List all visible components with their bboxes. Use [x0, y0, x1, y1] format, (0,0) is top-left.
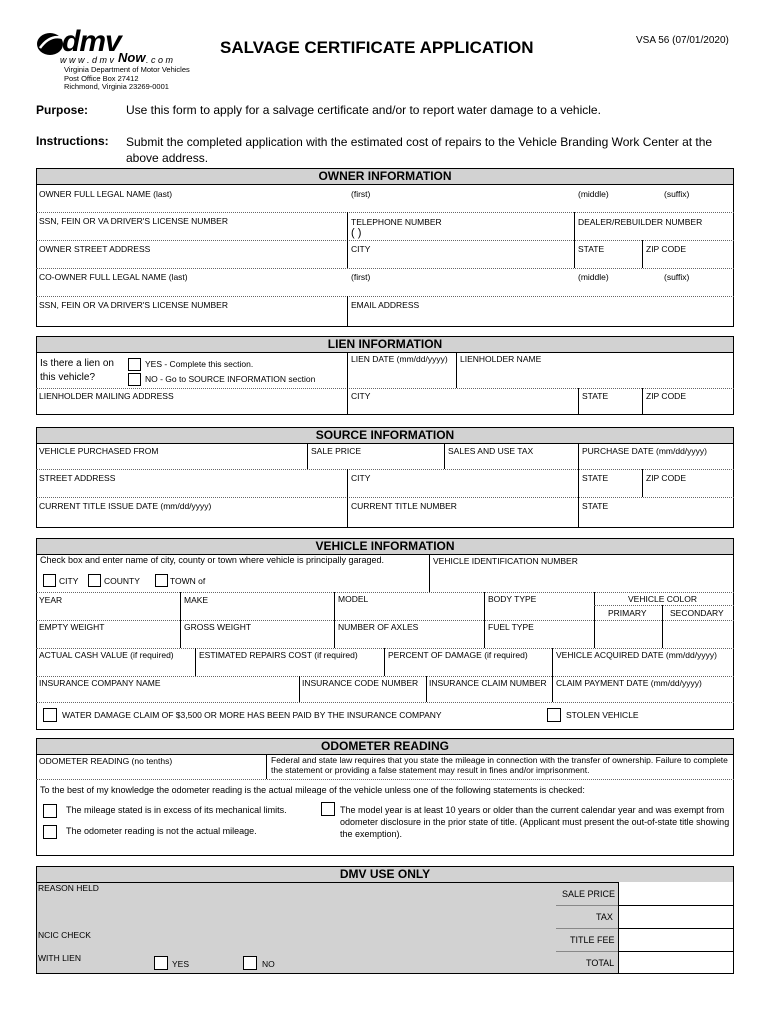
federal-notice: Federal and state law requires that you state the mileage in connection with the transfer of ownership. Failure to complete the statement or providing a false statement may result in fines and/or imprisonment. [271, 755, 728, 775]
title-state-field[interactable]: STATE [582, 501, 609, 511]
source-sale-price-field[interactable]: SALE PRICE [311, 446, 362, 456]
coowner-first-name-field[interactable]: (first) [351, 272, 371, 282]
owner-first-name-field[interactable]: (first) [351, 189, 371, 199]
owner-ssn-field[interactable]: SSN, FEIN OR VA DRIVER'S LICENSE NUMBER [39, 216, 228, 226]
garaged-city-label: CITY [59, 576, 79, 586]
owner-heading: OWNER INFORMATION [36, 168, 734, 185]
exempt-label: The model year is at least 10 years or older than the current calendar year and was exempt from odometer disclosure in the prior state of title. (Applicant must present the out-of-state title showing the exemption). [340, 805, 730, 839]
primary-color-field[interactable]: PRIMARY [608, 608, 647, 618]
with-lien-yes-checkbox[interactable] [154, 956, 168, 970]
with-lien-no-checkbox[interactable] [243, 956, 257, 970]
not-actual-mileage-checkbox[interactable] [43, 825, 57, 839]
odometer-knowledge-text: To the best of my knowledge the odometer reading is the actual mileage of the vehicle unless one of the following statements is checked: [40, 785, 585, 795]
instructions-text: Submit the completed application with the estimated cost of repairs to the Vehicle Branding Work Center at the above address. [126, 135, 713, 165]
source-street-field[interactable]: STREET ADDRESS [39, 473, 116, 483]
agency-po-box: Post Office Box 27412 [64, 73, 139, 83]
odometer-reading-field[interactable]: ODOMETER READING (no tenths) [39, 756, 173, 766]
instructions-label: Instructions: [36, 134, 109, 148]
garaged-town-checkbox[interactable] [155, 574, 168, 587]
title-number-field[interactable]: CURRENT TITLE NUMBER [351, 501, 457, 511]
lien-yes-label: YES - Complete this section. [145, 359, 254, 369]
body-type-field[interactable]: BODY TYPE [488, 594, 537, 604]
water-damage-label: WATER DAMAGE CLAIM OF $3,500 OR MORE HAS BEEN PAID BY THE INSURANCE COMPANY [62, 710, 442, 720]
not-actual-mileage-label: The odometer reading is not the actual mileage. [66, 826, 257, 836]
stolen-vehicle-checkbox[interactable] [547, 708, 561, 722]
garaged-county-label: COUNTY [104, 576, 140, 586]
logo-url-suffix: . c o m [146, 55, 174, 65]
owner-email-field[interactable]: EMAIL ADDRESS [351, 300, 420, 310]
lienholder-state-field[interactable]: STATE [582, 391, 609, 401]
stolen-vehicle-label: STOLEN VEHICLE [566, 710, 639, 720]
insurance-code-field[interactable]: INSURANCE CODE NUMBER [302, 678, 419, 688]
fuel-type-field[interactable]: FUEL TYPE [488, 622, 534, 632]
make-field[interactable]: MAKE [184, 595, 209, 605]
with-lien-label: WITH LIEN [38, 953, 81, 963]
sales-tax-field[interactable]: SALES AND USE TAX [448, 446, 534, 456]
dmv-title-fee-label: TITLE FEE [570, 935, 615, 945]
garaged-town-label: TOWN of [170, 576, 206, 586]
vin-field[interactable]: VEHICLE IDENTIFICATION NUMBER [433, 556, 578, 566]
secondary-color-field[interactable]: SECONDARY [670, 608, 724, 618]
dmv-tax-label: TAX [596, 912, 613, 922]
form-title: SALVAGE CERTIFICATE APPLICATION [220, 38, 534, 57]
coowner-suffix-field[interactable]: (suffix) [664, 272, 690, 282]
source-city-field[interactable]: CITY [351, 473, 371, 483]
lien-date-field[interactable]: LIEN DATE (mm/dd/yyyy) [351, 354, 448, 364]
dmv-use-heading: DMV USE ONLY [36, 866, 734, 883]
dmv-sale-price-label: SALE PRICE [562, 889, 616, 899]
repairs-cost-field[interactable]: ESTIMATED REPAIRS COST (if required) [199, 650, 358, 660]
lienholder-city-field[interactable]: CITY [351, 391, 371, 401]
form-id: VSA 56 (07/01/2020) [636, 35, 729, 46]
with-lien-no-label: NO [262, 959, 275, 969]
owner-last-name-field[interactable]: OWNER FULL LEGAL NAME (last) [39, 189, 173, 199]
reason-held-label: REASON HELD [38, 883, 99, 893]
odometer-heading: ODOMETER READING [36, 738, 734, 755]
lien-no-label: NO - Go to SOURCE INFORMATION section [145, 374, 316, 384]
year-field[interactable]: YEAR [39, 595, 63, 605]
title-issue-date-field[interactable]: CURRENT TITLE ISSUE DATE (mm/dd/yyyy) [39, 501, 212, 511]
telephone-area-code: ( ) [351, 227, 362, 239]
water-damage-checkbox[interactable] [43, 708, 57, 722]
purchased-from-field[interactable]: VEHICLE PURCHASED FROM [39, 446, 159, 456]
dmv-total-label: TOTAL [586, 958, 615, 968]
vehicle-heading: VEHICLE INFORMATION [36, 538, 734, 555]
axles-field[interactable]: NUMBER OF AXLES [338, 622, 419, 632]
agency-city: Richmond, Virginia 23269-0001 [64, 82, 169, 91]
source-zip-field[interactable]: ZIP CODE [646, 473, 686, 483]
logo-now: Now [118, 50, 146, 65]
with-lien-yes-label: YES [172, 959, 190, 969]
acv-field[interactable]: ACTUAL CASH VALUE (if required) [39, 650, 174, 660]
lien-heading: LIEN INFORMATION [36, 336, 734, 353]
lienholder-zip-field[interactable]: ZIP CODE [646, 391, 686, 401]
lien-question-line1: Is there a lien on [40, 358, 114, 369]
model-field[interactable]: MODEL [338, 594, 369, 604]
lien-question [40, 357, 114, 385]
source-state-field[interactable]: STATE [582, 473, 609, 483]
purpose-label: Purpose: [36, 103, 89, 117]
garaged-city-checkbox[interactable] [43, 574, 56, 587]
logo-url-prefix: w w w . d m v [60, 55, 115, 65]
garaged-instructions: Check box and enter name of city, county or town where vehicle is principally garaged. [40, 555, 385, 565]
owner-middle-name-field[interactable]: (middle) [578, 189, 609, 199]
purpose-text: Use this form to apply for a salvage certificate and/or to report water damage to a vehicle. [126, 103, 601, 117]
lien-yes-checkbox[interactable] [128, 358, 141, 371]
coowner-middle-name-field[interactable]: (middle) [578, 272, 609, 282]
agency-name: Virginia Department of Motor Vehicles [64, 65, 190, 74]
garaged-county-checkbox[interactable] [88, 574, 101, 587]
owner-suffix-field[interactable]: (suffix) [664, 189, 690, 199]
ncic-check-label: NCIC CHECK [38, 930, 91, 940]
lien-no-checkbox[interactable] [128, 373, 141, 386]
owner-city-field[interactable]: CITY [351, 244, 371, 254]
claim-payment-date-field[interactable]: CLAIM PAYMENT DATE (mm/dd/yyyy) [556, 678, 702, 688]
coowner-last-name-field[interactable]: CO-OWNER FULL LEGAL NAME (last) [39, 272, 188, 282]
owner-state-field[interactable]: STATE [578, 244, 605, 254]
mileage-excess-checkbox[interactable] [43, 804, 57, 818]
gross-weight-field[interactable]: GROSS WEIGHT [184, 622, 252, 632]
lien-question-line2: this vehicle? [40, 372, 96, 383]
logo-wordmark: dmv [62, 25, 121, 58]
empty-weight-field[interactable]: EMPTY WEIGHT [39, 622, 105, 632]
percent-damage-field[interactable]: PERCENT OF DAMAGE (if required) [388, 650, 528, 660]
dealer-rebuilder-field[interactable]: DEALER/REBUILDER NUMBER [578, 217, 703, 227]
lienholder-name-field[interactable]: LIENHOLDER NAME [460, 354, 542, 364]
insurance-company-field[interactable]: INSURANCE COMPANY NAME [39, 678, 161, 688]
acquired-date-field[interactable]: VEHICLE ACQUIRED DATE (mm/dd/yyyy) [556, 650, 717, 660]
owner-telephone-field[interactable]: TELEPHONE NUMBER [351, 217, 442, 227]
agency-address [64, 66, 190, 92]
claim-number-field[interactable]: INSURANCE CLAIM NUMBER [429, 678, 547, 688]
dmv-logo [36, 25, 176, 68]
purchase-date-field[interactable]: PURCHASE DATE (mm/dd/yyyy) [582, 446, 707, 456]
owner-street-field[interactable]: OWNER STREET ADDRESS [39, 244, 151, 254]
owner-zip-field[interactable]: ZIP CODE [646, 244, 686, 254]
source-heading: SOURCE INFORMATION [36, 427, 734, 444]
exempt-checkbox[interactable] [321, 802, 335, 816]
mileage-excess-label: The mileage stated is in excess of its mechanical limits. [66, 805, 287, 815]
lienholder-address-field[interactable]: LIENHOLDER MAILING ADDRESS [39, 391, 174, 401]
vehicle-color-label: VEHICLE COLOR [628, 594, 697, 604]
coowner-ssn-field[interactable]: SSN, FEIN OR VA DRIVER'S LICENSE NUMBER [39, 300, 228, 310]
